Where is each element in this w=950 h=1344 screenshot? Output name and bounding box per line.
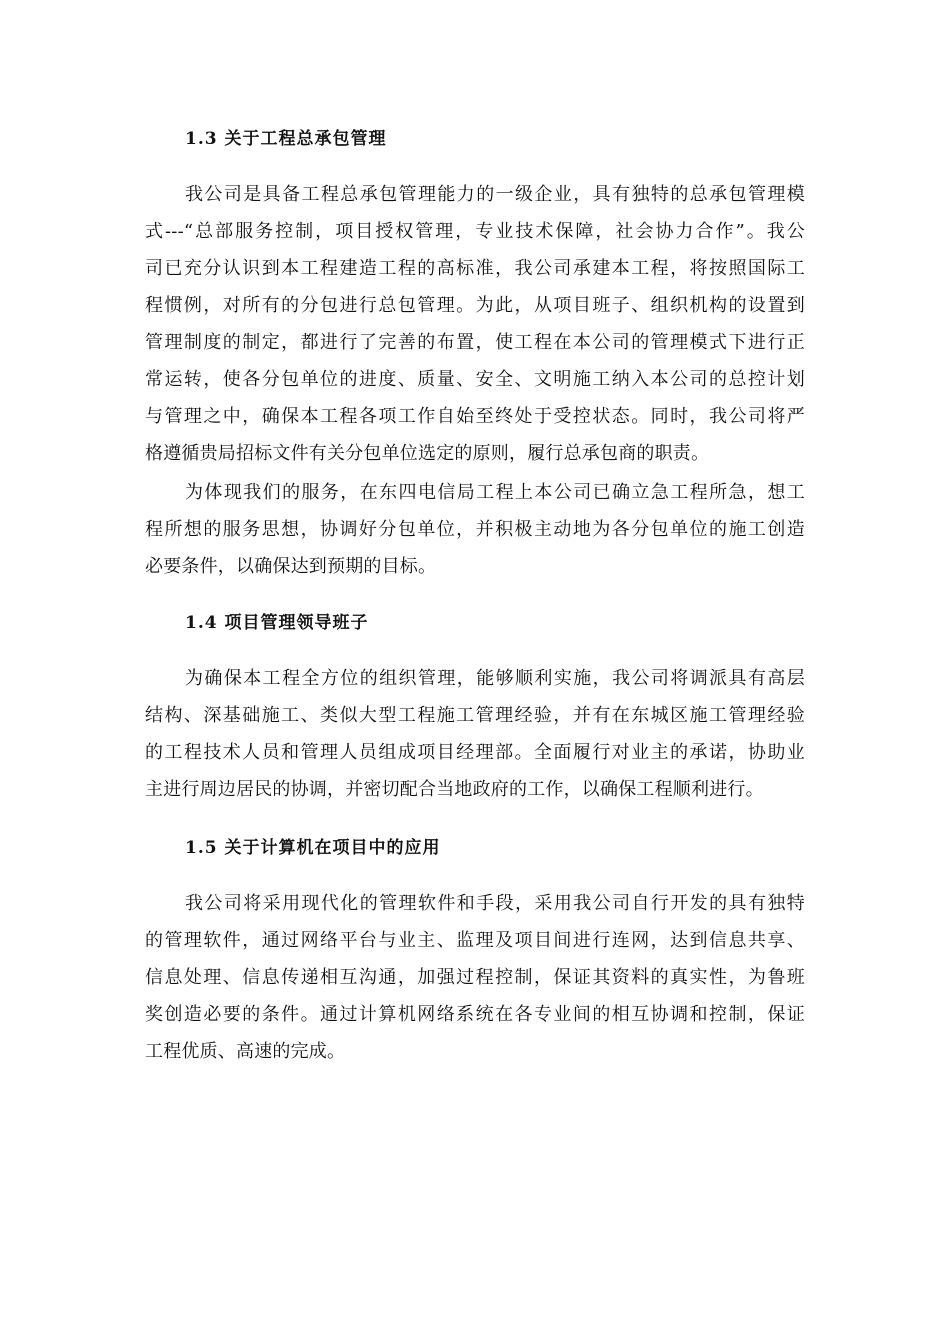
paragraph-line: 必要条件，以确保达到预期的目标。 <box>145 556 437 577</box>
paragraph-line: 为体现我们的服务，在东四电信局工程上本公司已确立急工程所急，想工 <box>185 482 805 503</box>
paragraph-line: 管理制度的制定，都进行了完善的布置，使工程在本公司的管理模式下进行正 <box>145 332 805 353</box>
paragraph-line: 主进行周边居民的协调，并密切配合当地政府的工作，以确保工程顺利进行。 <box>145 779 764 800</box>
paragraph-line: 的管理软件，通过网络平台与业主、监理及项目间进行连网，达到信息共享、 <box>145 930 805 951</box>
paragraph-line: 格遵循贵局招标文件有关分包单位选定的原则，履行总承包商的职责。 <box>145 443 710 464</box>
paragraph-line: 我公司是具备工程总承包管理能力的一级企业，具有独特的总承包管理模 <box>185 184 805 205</box>
paragraph-line: 常运转，使各分包单位的进度、质量、安全、文明施工纳入本公司的总控计划 <box>145 369 805 390</box>
paragraph-line: 程所想的服务思想，协调好分包单位，并积极主动地为各分包单位的施工创造 <box>145 519 805 540</box>
paragraph-line: 为确保本工程全方位的组织管理，能够顺利实施，我公司将调派具有高层 <box>185 668 805 689</box>
paragraph-line: 与管理之中，确保本工程各项工作自始至终处于受控状态。同时，我公司将严 <box>145 406 805 427</box>
section-heading-1-5: 1.5 关于计算机在项目中的应用 <box>185 838 441 858</box>
section-heading-1-3: 1.3 关于工程总承包管理 <box>185 129 387 149</box>
paragraph-line: 结构、深基础施工、类似大型工程施工管理经验，并有在东城区施工管理经验 <box>145 705 805 726</box>
paragraph-line: 式---“总部服务控制，项目授权管理，专业技术保障，社会协力合作”。我公 <box>145 221 805 242</box>
paragraph-line: 工程优质、高速的完成。 <box>145 1041 346 1062</box>
paragraph-line: 信息处理、信息传递相互沟通，加强过程控制，保证其资料的真实性，为鲁班 <box>145 967 805 988</box>
paragraph-line: 奖创造必要的条件。通过计算机网络系统在各专业间的相互协调和控制，保证 <box>145 1004 805 1025</box>
paragraph-line: 的工程技术人员和管理人员组成项目经理部。全面履行对业主的承诺，协助业 <box>145 742 805 763</box>
section-heading-1-4: 1.4 项目管理领导班子 <box>185 613 369 633</box>
paragraph-line: 我公司将采用现代化的管理软件和手段，采用我公司自行开发的具有独特 <box>185 893 805 914</box>
paragraph-line: 司已充分认识到本工程建造工程的高标准，我公司承建本工程，将按照国际工 <box>145 258 805 279</box>
paragraph-line: 程惯例，对所有的分包进行总包管理。为此，从项目班子、组织机构的设置到 <box>145 295 805 316</box>
